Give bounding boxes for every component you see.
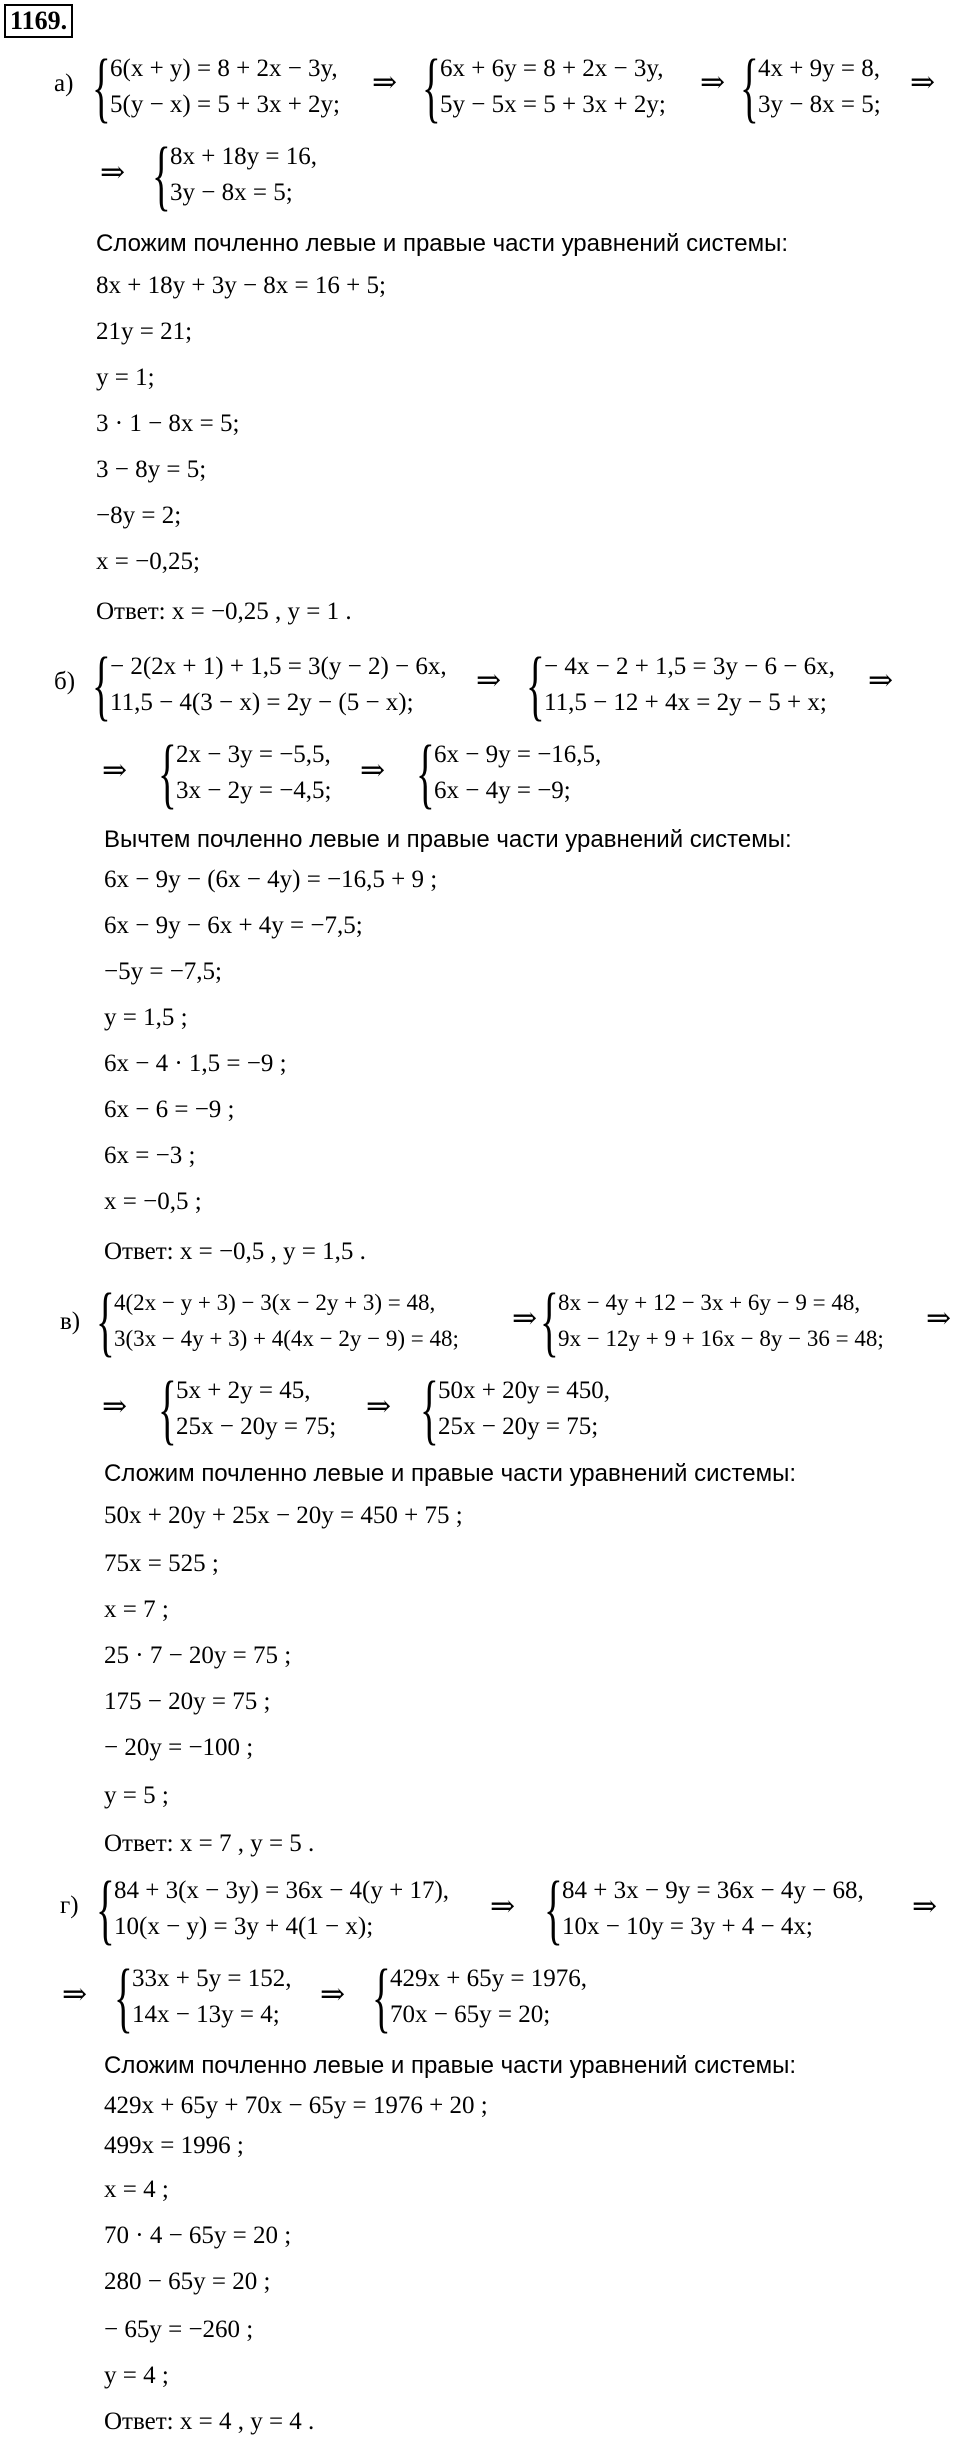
equation: 3y − 8x = 5; [170, 179, 293, 206]
part-b-answer: Ответ: x = −0,5 , y = 1,5 . [104, 1238, 366, 1265]
brace: { [544, 1865, 563, 1952]
step: 3 − 8y = 5; [96, 456, 207, 483]
equation: 50x + 20y = 450, [438, 1377, 610, 1404]
step: x = 7 ; [104, 1596, 169, 1623]
equation: 5y − 5x = 5 + 3x + 2y; [440, 91, 666, 118]
step: 175 − 20y = 75 ; [104, 1688, 271, 1715]
equation: 25x − 20y = 75; [176, 1413, 337, 1440]
implies-arrow: ⇒ [490, 1890, 516, 1923]
step: 50x + 20y + 25x − 20y = 450 + 75 ; [104, 1502, 463, 1529]
part-a-label: а) [54, 70, 74, 97]
problem-number: 1169. [4, 4, 73, 38]
step: 6x − 9y − (6x − 4y) = −16,5 + 9 ; [104, 866, 438, 893]
equation: 429x + 65y = 1976, [390, 1965, 587, 1992]
step: x = 4 ; [104, 2176, 169, 2203]
equation: 6x + 6y = 8 + 2x − 3y, [440, 55, 664, 82]
equation: 33x + 5y = 152, [132, 1965, 292, 1992]
brace: { [540, 1277, 559, 1364]
part-d-system-4 [372, 1953, 587, 2040]
part-c-answer: Ответ: x = 7 , y = 5 . [104, 1830, 315, 1857]
step: − 65y = −260 ; [104, 2316, 254, 2343]
step: y = 1; [96, 364, 155, 391]
equation: 25x − 20y = 75; [438, 1413, 599, 1440]
part-c-system-4 [420, 1365, 610, 1452]
equation: 10(x − y) = 3y + 4(1 − x); [114, 1913, 374, 1940]
step: 429x + 65y + 70x − 65y = 1976 + 20 ; [104, 2092, 488, 2119]
implies-arrow: ⇒ [100, 156, 126, 189]
equation: 3(3x − 4y + 3) + 4(4x − 2y − 9) = 48; [114, 1326, 459, 1351]
part-a-answer: Ответ: x = −0,25 , y = 1 . [96, 598, 352, 625]
step: 499x = 1996 ; [104, 2132, 244, 2159]
equation: 5x + 2y = 45, [176, 1377, 311, 1404]
step: 25 · 7 − 20y = 75 ; [104, 1642, 292, 1669]
part-c-system-3 [158, 1365, 337, 1452]
step: 6x = −3 ; [104, 1142, 196, 1169]
brace: { [372, 1953, 391, 2040]
implies-arrow: ⇒ [102, 754, 128, 787]
implies-arrow: ⇒ [102, 1390, 128, 1423]
brace: { [526, 641, 545, 728]
part-d-system-3 [114, 1953, 292, 2040]
implies-arrow: ⇒ [512, 1302, 538, 1335]
brace: { [740, 43, 759, 130]
equation: − 4x − 2 + 1,5 = 3y − 6 − 6x, [544, 653, 835, 680]
step: 8x + 18y + 3y − 8x = 16 + 5; [96, 272, 386, 299]
step: 6x − 9y − 6x + 4y = −7,5; [104, 912, 363, 939]
part-b-intro: Вычтем почленно левые и правые части уравнений системы: [104, 826, 792, 853]
implies-arrow: ⇒ [910, 66, 936, 99]
part-b-system-3 [158, 729, 332, 816]
step: y = 1,5 ; [104, 1004, 188, 1031]
brace: { [92, 43, 111, 130]
implies-arrow: ⇒ [926, 1302, 952, 1335]
part-a-system-3 [740, 43, 881, 130]
part-c-system-1 [96, 1277, 459, 1364]
implies-arrow: ⇒ [476, 664, 502, 697]
brace: { [158, 729, 177, 816]
implies-arrow: ⇒ [360, 754, 386, 787]
equation: 3y − 8x = 5; [758, 91, 881, 118]
implies-arrow: ⇒ [912, 1890, 938, 1923]
step: 75x = 525 ; [104, 1550, 219, 1577]
implies-arrow: ⇒ [372, 66, 398, 99]
step: 280 − 65y = 20 ; [104, 2268, 271, 2295]
implies-arrow: ⇒ [700, 66, 726, 99]
part-d-intro: Сложим почленно левые и правые части уравнений системы: [104, 2052, 796, 2079]
part-b-system-2 [526, 641, 835, 728]
part-c-label: в) [60, 1308, 81, 1335]
brace: { [420, 1365, 439, 1452]
equation: 3x − 2y = −4,5; [176, 777, 332, 804]
equation: 84 + 3(x − 3y) = 36x − 4(y + 17), [114, 1877, 450, 1904]
equation: 4x + 9y = 8, [758, 55, 880, 82]
implies-arrow: ⇒ [366, 1390, 392, 1423]
implies-arrow: ⇒ [868, 664, 894, 697]
equation: 8x + 18y = 16, [170, 143, 317, 170]
equation: 70x − 65y = 20; [390, 2001, 551, 2028]
implies-arrow: ⇒ [320, 1978, 346, 2011]
equation: 11,5 − 4(3 − x) = 2y − (5 − x); [110, 689, 414, 716]
step: 70 · 4 − 65y = 20 ; [104, 2222, 292, 2249]
brace: { [114, 1953, 133, 2040]
equation: 6x − 4y = −9; [434, 777, 571, 804]
part-c-system-2 [540, 1277, 884, 1364]
brace: { [422, 43, 441, 130]
brace: { [158, 1365, 177, 1452]
brace: { [416, 729, 435, 816]
brace: { [152, 131, 171, 218]
equation: 11,5 − 12 + 4x = 2y − 5 + x; [544, 689, 827, 716]
part-b-system-4 [416, 729, 602, 816]
equation: 8x − 4y + 12 − 3x + 6y − 9 = 48, [558, 1290, 861, 1315]
part-c-intro: Сложим почленно левые и правые части уравнений системы: [104, 1460, 796, 1487]
brace: { [92, 641, 111, 728]
step: x = −0,5 ; [104, 1188, 202, 1215]
part-a-intro: Сложим почленно левые и правые части уравнений системы: [96, 230, 788, 257]
part-d-system-2 [544, 1865, 864, 1952]
part-d-label: г) [60, 1892, 79, 1919]
step: 21y = 21; [96, 318, 193, 345]
implies-arrow: ⇒ [62, 1978, 88, 2011]
equation: 5(y − x) = 5 + 3x + 2y; [110, 91, 340, 118]
step: −8y = 2; [96, 502, 182, 529]
part-d-system-1 [96, 1865, 450, 1952]
step: x = −0,25; [96, 548, 200, 575]
equation: 84 + 3x − 9y = 36x − 4y − 68, [562, 1877, 864, 1904]
equation: 4(2x − y + 3) − 3(x − 2y + 3) = 48, [114, 1290, 436, 1315]
step: − 20y = −100 ; [104, 1734, 254, 1761]
equation: 6x − 9y = −16,5, [434, 741, 602, 768]
part-d-answer: Ответ: x = 4 , y = 4 . [104, 2408, 315, 2435]
equation: − 2(2x + 1) + 1,5 = 3(y − 2) − 6x, [110, 653, 447, 680]
step: y = 4 ; [104, 2362, 169, 2389]
equation: 14x − 13y = 4; [132, 2001, 280, 2028]
brace: { [96, 1277, 115, 1364]
part-b-system-1 [92, 641, 447, 728]
step: y = 5 ; [104, 1782, 169, 1809]
equation: 9x − 12y + 9 + 16x − 8y − 36 = 48; [558, 1326, 884, 1351]
step: 3 · 1 − 8x = 5; [96, 410, 240, 437]
part-a-system-2 [422, 43, 666, 130]
part-a-system-1 [92, 43, 340, 130]
equation: 10x − 10y = 3y + 4 − 4x; [562, 1913, 813, 1940]
part-a-system-4 [152, 131, 317, 218]
equation: 6(x + y) = 8 + 2x − 3y, [110, 55, 338, 82]
step: 6x − 4 · 1,5 = −9 ; [104, 1050, 287, 1077]
step: 6x − 6 = −9 ; [104, 1096, 235, 1123]
brace: { [96, 1865, 115, 1952]
equation: 2x − 3y = −5,5, [176, 741, 331, 768]
part-b-label: б) [54, 668, 76, 695]
step: −5y = −7,5; [104, 958, 222, 985]
